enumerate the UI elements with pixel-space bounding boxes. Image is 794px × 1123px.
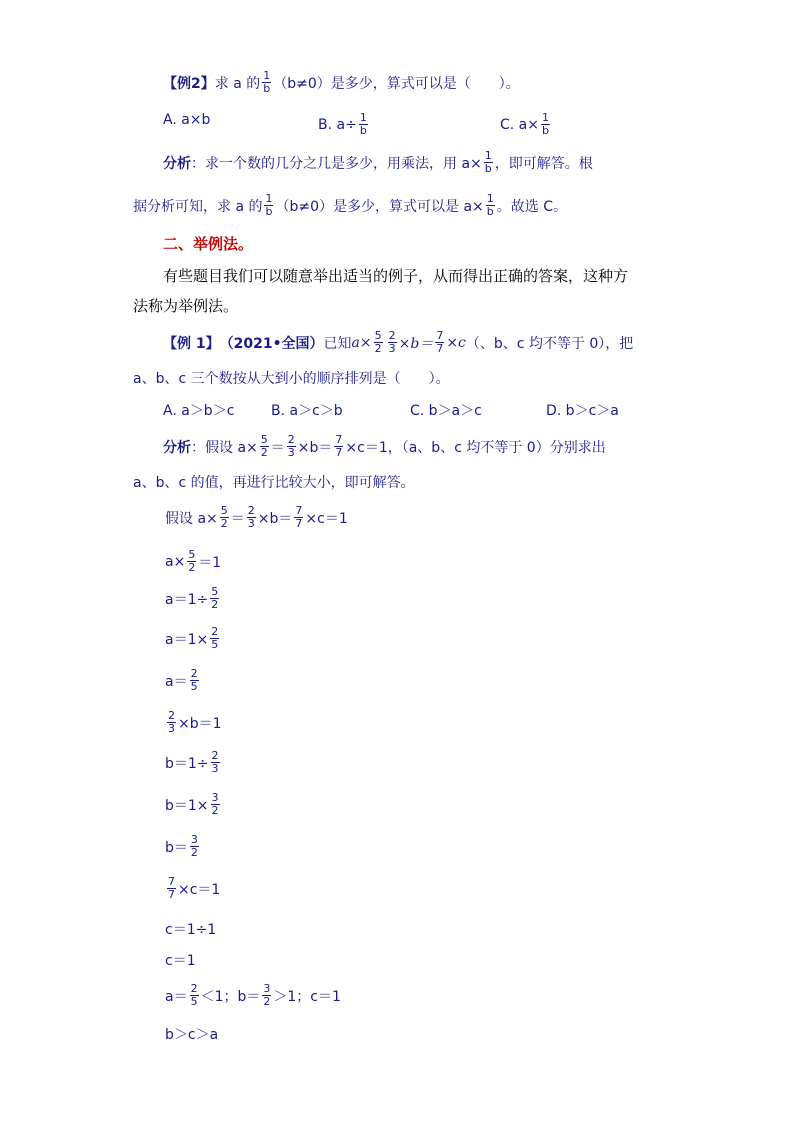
fraction: 1 b bbox=[265, 192, 273, 218]
step-a-4: a＝ 2 5 bbox=[165, 667, 198, 693]
ex1-analysis-line1: 分析 ：假设 a× $\frac{5}{2}$ ＝ $\frac{2}{3}$ ×b＝ $\frac{7}{7}$ ×c＝1，（a、b、c 均不等于 0）分别求出 bbox=[163, 433, 606, 459]
step-b-3: b＝1× $\frac{3}{2}$ bbox=[165, 791, 219, 817]
fraction: $\frac{7}{7}$ bbox=[295, 504, 303, 530]
fraction: $\frac{1}{b}$ bbox=[542, 111, 549, 137]
ex2-q1: 求 a 的 bbox=[214, 75, 261, 92]
step-c-1: $\frac{7}{7}$ ×c＝1 bbox=[168, 875, 221, 901]
fraction: 3 2 bbox=[190, 833, 198, 859]
fraction: $\frac{3}{2}$ bbox=[211, 791, 219, 817]
ex2-tag: 【例2】 bbox=[163, 75, 215, 92]
step-c-2: c＝1÷1 bbox=[165, 922, 217, 938]
ex1-source: （2021•全国） bbox=[219, 335, 324, 352]
step-a-3: a＝1× $\frac{2}{5}$ bbox=[165, 625, 219, 651]
fraction: 2 5 bbox=[190, 982, 198, 1008]
fraction: $\frac{7}{7}$ bbox=[168, 875, 175, 901]
section-para-line2: 法称为举例法。 bbox=[133, 297, 239, 315]
step-a-1: a× $\frac{5}{2}$ ＝1 bbox=[165, 548, 222, 574]
fraction: $\frac{1}{b}$ bbox=[359, 111, 367, 137]
ex2-question-line1 bbox=[163, 70, 520, 95]
ex2-option-c: C. a× $\frac{1}{b}$ bbox=[500, 111, 549, 137]
step-a-2: a＝1÷ $\frac{5}{2}$ bbox=[165, 585, 219, 611]
step-b-1: $\frac{2}{3}$ ×b＝1 bbox=[168, 709, 222, 735]
ex1-tag: 【例 1】 bbox=[163, 335, 220, 352]
ex2-analysis-line1: 分析 ：求一个数的几分之几是多少，用乘法，用 a× $\frac{1}{b}$ ，即可解答。根 bbox=[163, 149, 593, 175]
fraction: $\frac{5}{2}$ bbox=[188, 548, 196, 574]
step-b-4: b＝ 3 2 bbox=[165, 833, 198, 859]
ex1-question-line2: a、b、c 三个数按从大到小的顺序排列是（ ）。 bbox=[133, 371, 450, 387]
analysis-label: 分析 bbox=[163, 439, 191, 456]
fraction: $\frac{2}{3}$ bbox=[168, 709, 175, 735]
fraction: $\frac{5}{2}$ bbox=[260, 433, 268, 459]
step-assume: 假设 a× $\frac{5}{2}$ ＝ $\frac{2}{3}$ ×b＝ $\frac{7}{7}$ ×c＝1 bbox=[165, 504, 348, 530]
ex2-option-b: B. a÷ $\frac{1}{b}$ bbox=[318, 111, 367, 137]
fraction: $\frac{2}{3}$ bbox=[287, 433, 295, 459]
ex1-option-a: A. a＞b＞c bbox=[163, 403, 235, 419]
section-para-line1: 有些题目我们可以随意举出适当的例子，从而得出正确的答案，这种方 bbox=[163, 267, 629, 285]
fraction: 3 2 bbox=[263, 982, 271, 1008]
fraction: 2 5 bbox=[190, 667, 198, 693]
ex2-q2: （b≠0）是多少，算式可以是（ ）。 bbox=[273, 75, 520, 92]
ex1-option-d: D. b＞c＞a bbox=[546, 403, 619, 419]
fraction: $\frac{7}{7}$ bbox=[436, 329, 444, 355]
fraction: $\frac{2}{3}$ bbox=[247, 504, 255, 530]
step-compare: a＝ 2 5 ＜1；b＝ 3 2 ＞1；c＝1 bbox=[165, 982, 341, 1008]
fraction: $\frac{5}{2}$ bbox=[211, 585, 219, 611]
fraction: $\frac{1}{b}$ bbox=[486, 192, 494, 218]
fraction: $\frac{5}{2}$ bbox=[220, 504, 228, 530]
step-c-3: c＝1 bbox=[165, 953, 196, 969]
ex2-option-a: A. a×b bbox=[163, 112, 211, 128]
step-b-2: b＝1÷ $\frac{2}{3}$ bbox=[165, 749, 219, 775]
fraction: $\frac{2}{3}$ bbox=[211, 749, 219, 775]
fraction: $\frac{1}{b}$ bbox=[484, 149, 492, 175]
ex1-question-line1: 【例 1】 （2021•全国） 已知 a× $\frac{5}{2}$ $\frac{2}{3}$ ×b＝ $\frac{7}{7}$ ×c （、b、c 均不等于 0），把 bbox=[163, 329, 634, 355]
ex2-analysis-line2: 据分析可知，求 a 的 1 b （b≠0）是多少，算式可以是 a× $\frac{1}{b}$ 。故选 C。 bbox=[133, 192, 568, 218]
ex1-option-b: B. a＞c＞b bbox=[271, 403, 343, 419]
fraction: $\frac{2}{3}$ bbox=[388, 329, 396, 355]
section-title: 二、举例法。 bbox=[163, 235, 254, 253]
step-result: b＞c＞a bbox=[165, 1027, 219, 1043]
ex1-option-c: C. b＞a＞c bbox=[410, 403, 482, 419]
analysis-label: 分析 bbox=[163, 155, 191, 172]
ex1-analysis-line2: a、b、c 的值，再进行比较大小，即可解答。 bbox=[133, 475, 415, 491]
fraction: $\frac{7}{7}$ bbox=[335, 433, 343, 459]
fraction: $\frac{2}{5}$ bbox=[211, 625, 219, 651]
fraction: $\frac{5}{2}$ bbox=[374, 329, 382, 355]
fraction: 1 b bbox=[263, 69, 271, 95]
